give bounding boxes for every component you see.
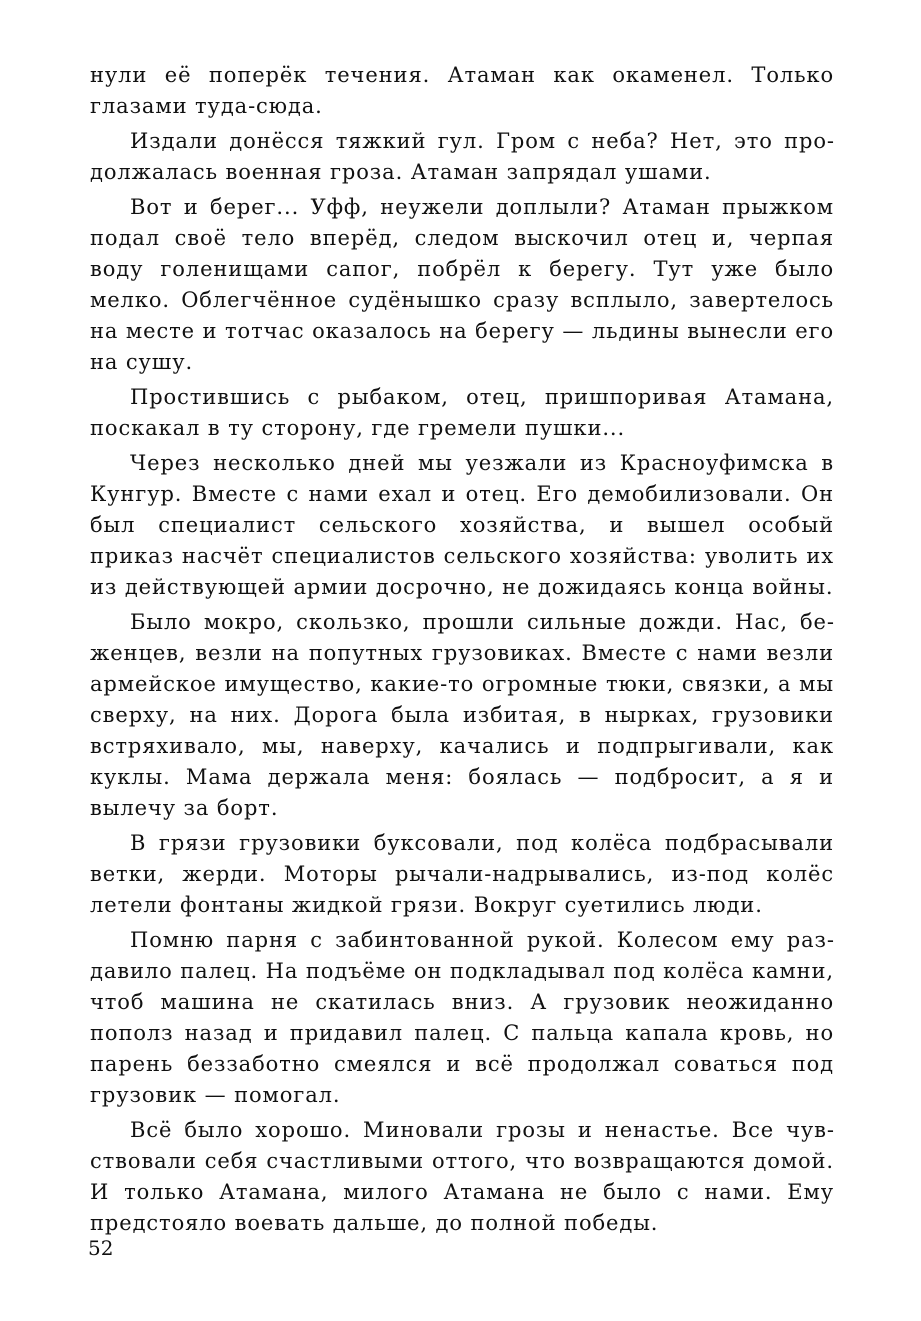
paragraph-4: Простившись с рыбаком, отец, пришпоривая Атамана, поскакал в ту сторону, где гремели пушки... [90,385,834,440]
paragraph-1: нули её поперёк течения. Атаман как окаменел. Только глазами туда-сюда. [90,63,834,118]
page-number: 52 [88,1236,114,1260]
paragraph-6: Было мокро, скользко, прошли сильные дожди. Нас, беженцев, везли на попутных грузовиках. Вместе с нами везли армейское имущество, какие-то огромные тюки, связки, а мы сверху, на них. Дорога была избитая, в нырках, грузовики встряхивало, мы, наверху, качались и подпрыгивали, как куклы. Мама держала меня: боялась — подбросит, а я и вылечу за борт. [90,610,834,820]
paragraph-8: Помню парня с забинтованной рукой. Колесом ему раздавило палец. На подъёме он подкладывал под колёса камни, чтоб машина не скатилась вниз. А грузовик неожиданно пополз назад и придавил палец. С пальца капала кровь, но парень беззаботно смеялся и всё продолжал соваться под грузовик — помогал. [90,928,834,1107]
paragraph-9: Всё было хорошо. Миновали грозы и ненастье. Все чувствовали себя счастливыми оттого, что возвращаются домой. И только Атамана, милого Атамана не было с нами. Ему предстояло воевать дальше, до полной победы. [90,1118,834,1235]
paragraph-3: Вот и берег... Уфф, неужели доплыли? Атаман прыжком подал своё тело вперёд, следом выскочил отец и, черпая воду голенищами сапог, побрёл к берегу. Тут уже было мелко. Облегчённое судёнышко сразу всплыло, завертелось на месте и тотчас оказалось на берегу — льдины вынесли его на сушу. [90,195,834,374]
body-text [90,60,834,1243]
paragraph-5: Через несколько дней мы уезжали из Красноуфимска в Кунгур. Вместе с нами ехал и отец. Его демобилизовали. Он был специалист сельского хозяйства, и вышел особый приказ насчёт специалистов сельского хозяйства: уволить их из действующей армии досрочно, не дожидаясь конца войны. [90,451,834,599]
paragraph-7: В грязи грузовики буксовали, под колёса подбрасывали ветки, жерди. Моторы рычали-надрывались, из-под колёс летели фонтаны жидкой грязи. Вокруг суетились люди. [90,831,834,917]
paragraph-2: Издали донёсся тяжкий гул. Гром с неба? Нет, это продолжалась военная гроза. Атаман запрядал ушами. [90,129,834,184]
